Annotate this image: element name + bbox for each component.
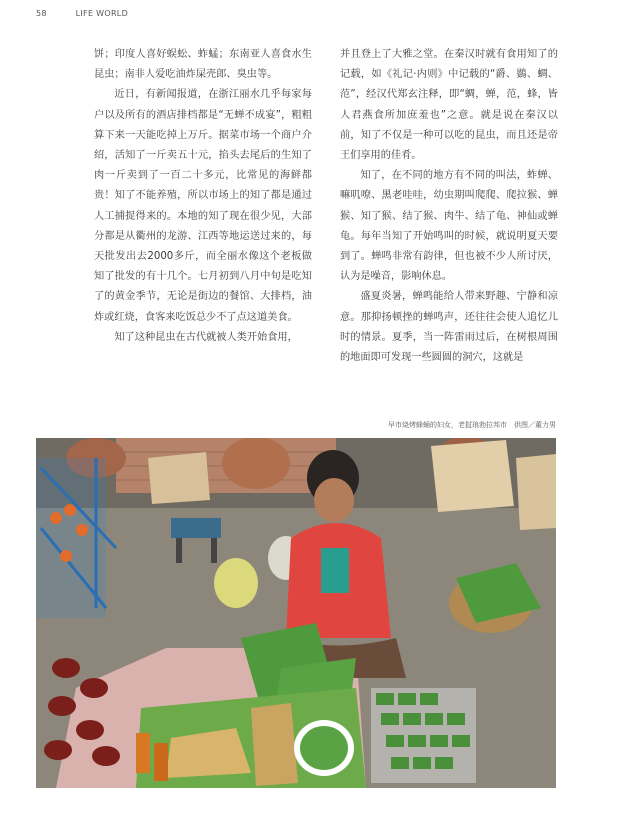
paragraph: 盛夏炎暑，蝉鸣能给人带来野趣、宁静和凉意。那抑扬顿挫的蝉鸣声，还往往会使人追忆儿时的情景。夏季，当一阵雷雨过后，在树根周围的地面即可发现一些圆圆的洞穴，这就是 xyxy=(340,291,558,364)
photo-caption: 早市烧烤蜂蛹的妇女，老挝琅勃拉邦市 供图／董力男 xyxy=(388,421,556,429)
page-header xyxy=(36,9,128,18)
left-text-column xyxy=(94,45,312,348)
paragraph: 近日，有新闻报道，在浙江丽水几乎每家每户以及所有的酒店排档都是“无蝉不成宴”，粗粗算下来一天能吃掉上万斤。据菜市场一个商户介绍，活知了一斤卖五十元，掐头去尾后的生知了肉一斤卖到了一百二十多元，比常见的海鲜都贵！知了不能养殖，所以市场上的知了都是通过人工捕捉得来的。本地的知了现在很少见，大部分都是从衢州的龙游、江西等地运送过来的，每天批发出去2000多斤，而全丽水像这个老板做知了批发的有十几个。七月初到八月中旬是吃知了的黄金季节，无论是街边的餐馆、大排档，油炸或红烧，食客来吃饭总少不了点这道美食。 xyxy=(94,89,312,323)
page-number: 58 xyxy=(36,9,47,18)
section-title: LIFE WORLD xyxy=(75,9,129,18)
street-market-photo xyxy=(36,438,556,788)
paragraph: 知了，在不同的地方有不同的叫法，蚱蝉、嘛叽嘹、黑老哇哇，幼虫期叫爬爬、爬拉猴、蝉猴、知了猴、结了猴、肉牛、结了龟、神仙或蝉龟。每年当知了开始鸣叫的时候，就说明夏天要到了。蝉鸣非常有韵律，但也被不少人所讨厌，认为是噪音，影响休息。 xyxy=(340,170,558,283)
paragraph: 饼；印度人喜好蜈蚣、蚱蜢；东南亚人喜食水生昆虫；南非人爱吃油炸屎壳郎、臭虫等。 xyxy=(94,49,312,81)
paragraph: 知了这种昆虫在古代就被人类开始食用， xyxy=(114,331,298,343)
paragraph: 并且登上了大雅之堂。在秦汉时就有食用知了的记载，如《礼记·内则》中记载的“爵、鷃、蜩、范”，经汉代郑玄注释，即“蜩，蝉，范，蜂，皆人君燕食所加庶羞也”之意。就是说在秦汉以前，知了不仅是一种可以吃的昆虫，而且还是帝王们享用的佳肴。 xyxy=(340,49,558,162)
right-text-column xyxy=(340,45,558,368)
